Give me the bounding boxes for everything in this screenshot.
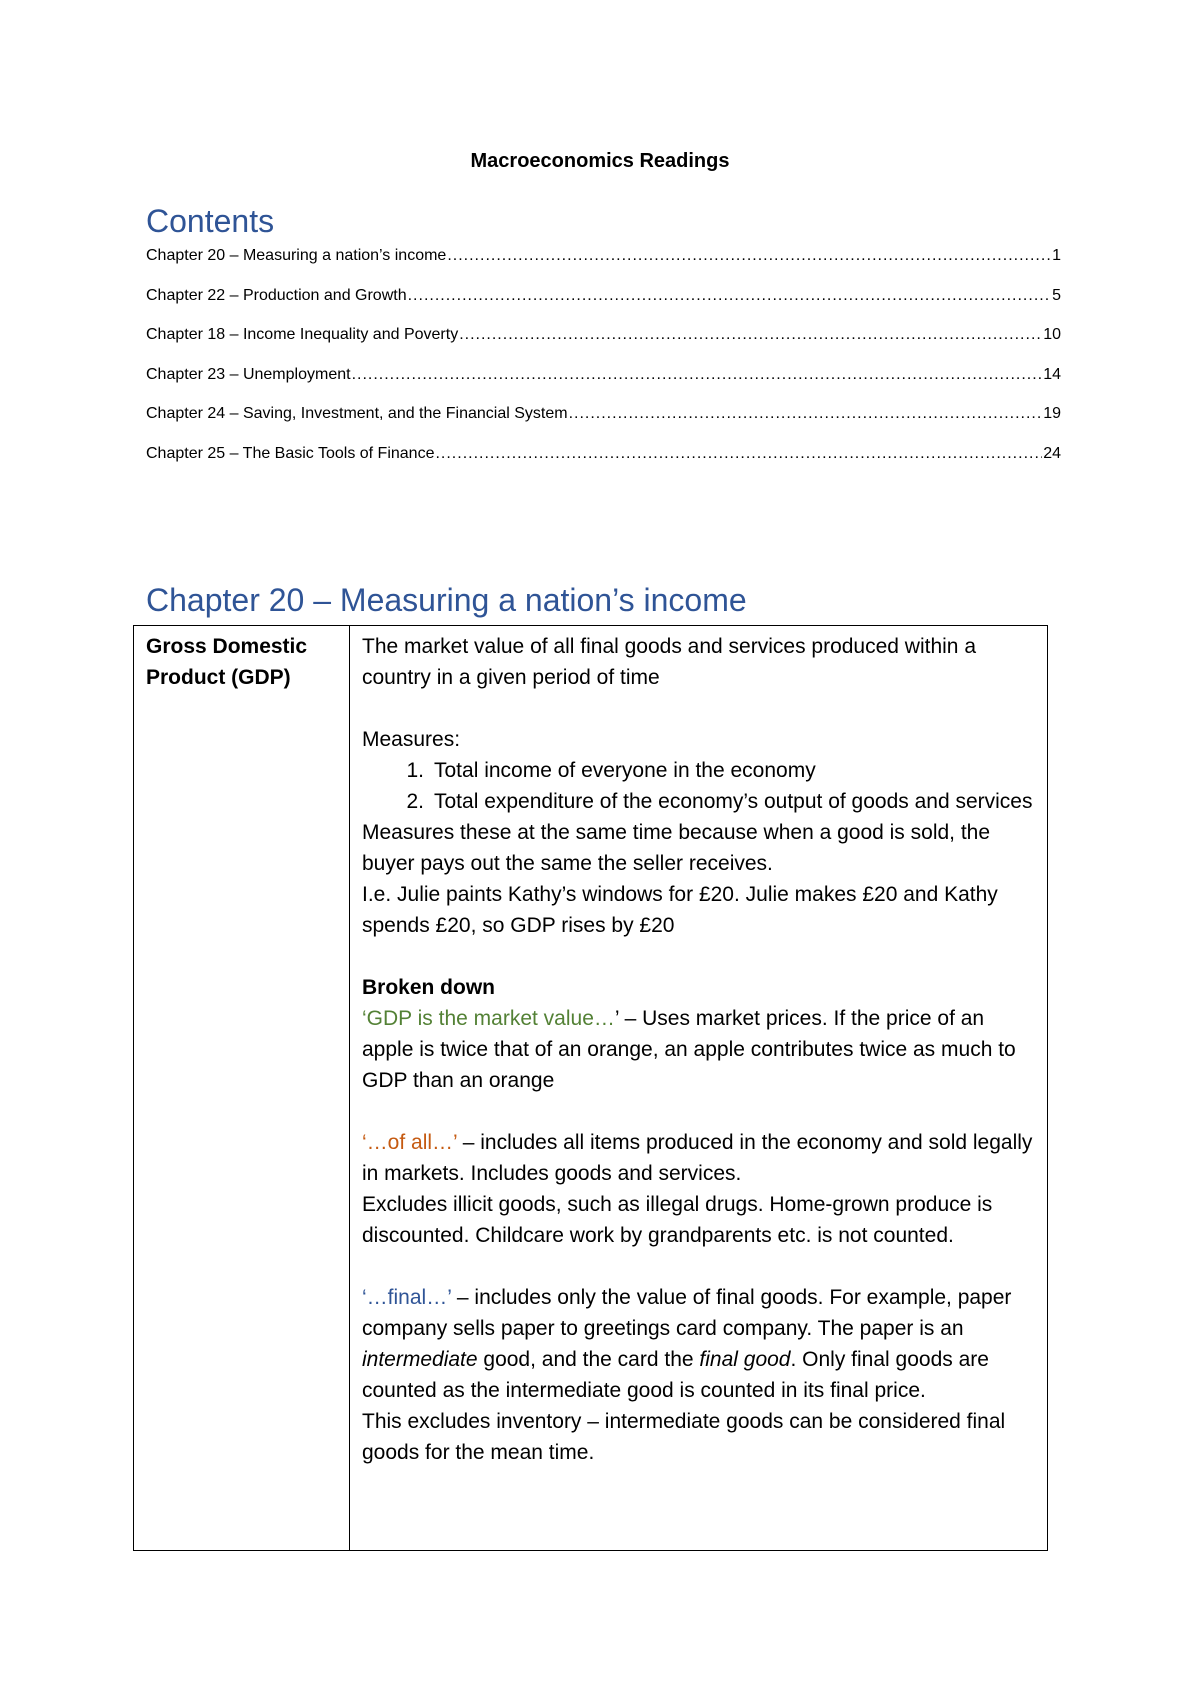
list-item (362, 786, 1037, 817)
toc-leader-dots (447, 247, 1051, 265)
spacer (362, 941, 1037, 972)
toc-entry-label[interactable]: Chapter 25 – The Basic Tools of Finance (146, 444, 435, 462)
toc-entry-page[interactable]: 1 (1052, 247, 1061, 264)
definition-cell (350, 626, 1047, 1550)
term-cell (134, 626, 350, 1550)
definition-table (133, 625, 1048, 1551)
part-final (362, 1282, 1037, 1406)
example-text: I.e. Julie paints Kathy’s windows for £20. Julie makes £20 and Kathy spends £20, so GDP rises by £20 (362, 883, 998, 937)
toc-entry-page[interactable]: 19 (1043, 405, 1061, 422)
part-text: good, and the card the (477, 1348, 700, 1371)
toc-entry-label[interactable]: Chapter 24 – Saving, Investment, and the Financial System (146, 405, 568, 422)
list-number: 1. (406, 759, 424, 782)
part-text: – includes all items produced in the economy and sold legally in markets. Includes goods and services. (362, 1131, 1033, 1185)
toc-entry-page[interactable]: 24 (1043, 444, 1061, 462)
toc-leader-dots (435, 445, 1042, 463)
spacer (362, 1251, 1037, 1282)
highlight-phrase-green: GDP is the market value… (366, 1007, 615, 1030)
toc-leader-dots (569, 405, 1043, 423)
definition-text: The market value of all final goods and services produced within a country in a given period of time (362, 635, 977, 689)
document-title: Macroeconomics Readings (470, 150, 730, 172)
toc-entry[interactable] (146, 287, 1061, 327)
broken-down-heading: Broken down (362, 976, 496, 999)
part-text: ’ – Uses market prices. If the price of an apple is twice that of an orange, an apple contributes twice as much to GDP than an orange (362, 1007, 1016, 1092)
list-item-text: Total expenditure of the economy’s output of goods and services (434, 790, 1033, 813)
list-item-text: Total income of everyone in the economy (434, 759, 816, 782)
part-market-value (362, 1003, 1037, 1096)
part-extra: Excludes illicit goods, such as illegal drugs. Home-grown produce is discounted. Childcare work by grandparents etc. is not counted. (362, 1193, 993, 1247)
highlight-phrase-orange: ‘…of all…’ (362, 1131, 457, 1154)
toc-leader-dots (352, 366, 1043, 384)
highlight-phrase-blue: ‘…final…’ (362, 1286, 452, 1309)
part-of-all (362, 1127, 1037, 1189)
spacer (362, 693, 1037, 724)
toc-entry-label[interactable]: Chapter 20 – Measuring a nation’s income (146, 247, 447, 264)
part-extra: This excludes inventory – intermediate goods can be considered final goods for the mean time. (362, 1410, 1006, 1464)
italic-term: intermediate (362, 1348, 478, 1371)
part-text: . Only final goods are counted as the intermediate good is counted in its final price. (362, 1348, 989, 1402)
measures-label: Measures: (362, 728, 461, 751)
measures-list (362, 755, 1037, 817)
toc-entry[interactable] (146, 247, 1061, 287)
toc-entry-page[interactable]: 5 (1052, 286, 1061, 304)
toc-entry-page[interactable]: 14 (1043, 365, 1061, 383)
part-text: – includes only the value of final goods. For example, paper company sells paper to greetings card company. The paper is an (362, 1286, 1012, 1340)
toc-entry[interactable] (146, 326, 1061, 366)
list-number: 2. (406, 790, 424, 813)
toc-leader-dots (459, 326, 1042, 344)
toc-entry[interactable] (146, 405, 1061, 445)
quote-mark: ‘ (362, 1007, 367, 1030)
toc-entry-label[interactable]: Chapter 18 – Income Inequality and Poverty (146, 326, 459, 343)
contents-heading: Contents (146, 203, 275, 239)
italic-term: final good (699, 1348, 791, 1371)
toc-leader-dots (408, 287, 1051, 305)
chapter-heading: Chapter 20 – Measuring a nation’s income (146, 582, 747, 618)
toc-entry[interactable] (146, 366, 1061, 406)
toc-entry-page[interactable]: 10 (1043, 326, 1061, 343)
list-item (362, 755, 1037, 786)
spacer (362, 1096, 1037, 1127)
term-text: Gross Domestic Product (GDP) (146, 635, 308, 689)
toc-entry[interactable] (146, 445, 1061, 485)
measures-note: Measures these at the same time because when a good is sold, the buyer pays out the same the seller receives. (362, 821, 991, 875)
toc-entry-label[interactable]: Chapter 23 – Unemployment (146, 365, 351, 383)
table-of-contents (146, 247, 1061, 484)
toc-entry-label[interactable]: Chapter 22 – Production and Growth (146, 286, 407, 304)
